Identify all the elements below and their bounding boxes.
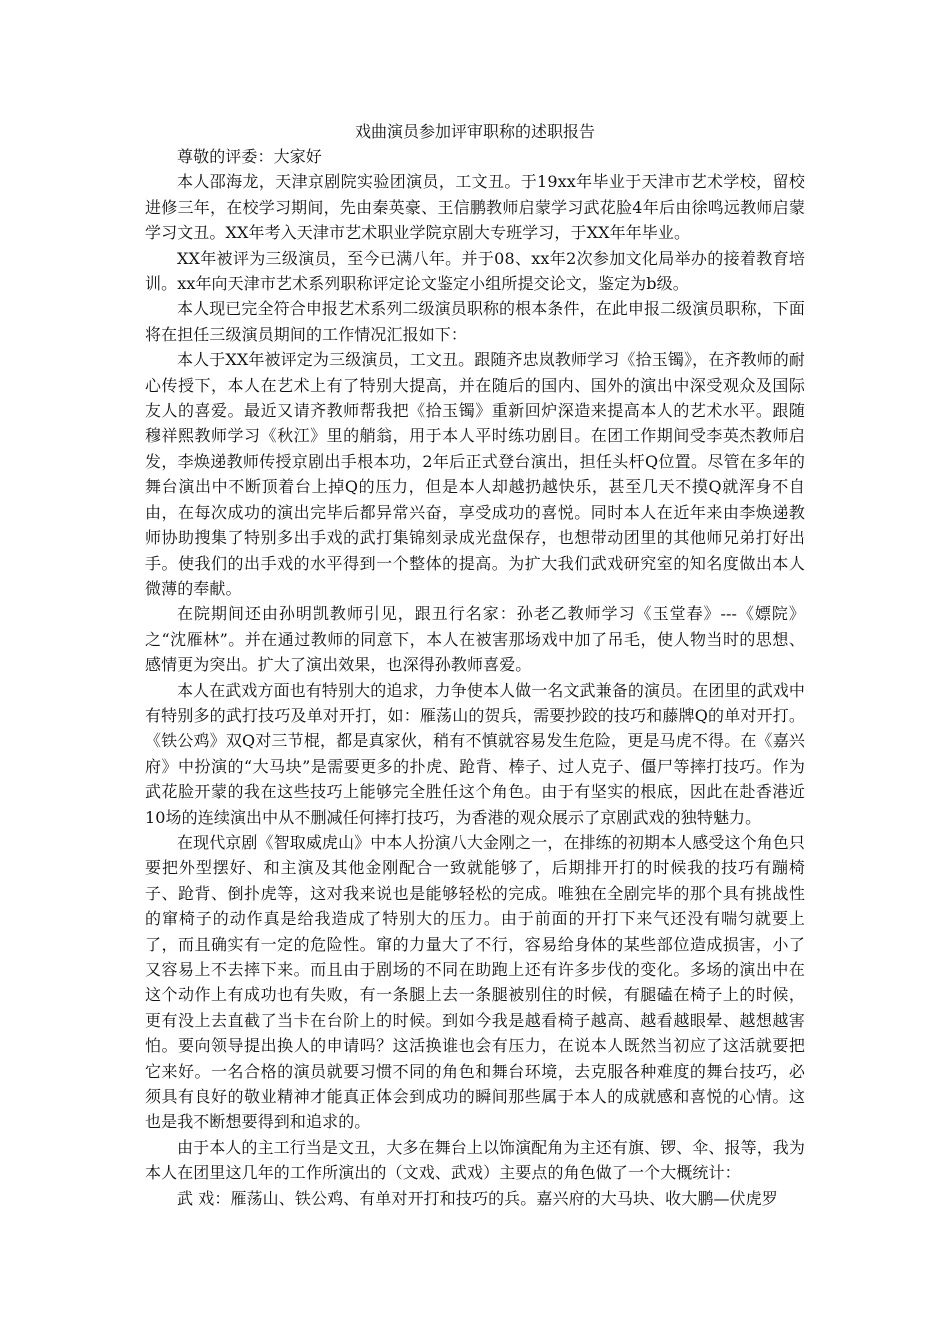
body-paragraph: 本人于XX年被评定为三级演员，工文丑。跟随齐忠岚教师学习《拾玉镯》，在齐教师的耐心传授下，本人在艺术上有了特别大提高，并在随后的国内、国外的演出中深受观众及国际友人的喜爱。最近又请齐教师帮我把《拾玉镯》重新回炉深造来提高本人的艺术水平。跟随穆祥熙教师学习《秋江》里的艄翁，用于本人平时练功剧目。在团工作期间受李英杰教师启发，李焕递教师传授京剧出手根本功，2年后正式登台演出，担任头杆Q位置。尽管在多年的舞台演出中不断顶着台上掉Q的压力，但是本人却越扔越快乐，甚至几天不摸Q就浑身不自由，在每次成功的演出完毕后都异常兴奋，享受成功的喜悦。同时本人在近年来由李焕递教师协助搜集了特别多出手戏的武打集锦刻录成光盘保存，也想带动团里的其他师兄弟打好出手。使我们的出手戏的水平得到一个整体的提高。为扩大我们武戏研究室的知名度做出本人微薄的奉献。 <box>145 350 805 598</box>
document-page <box>145 120 805 1211</box>
body-paragraph: 本人邵海龙，天津京剧院实验团演员，工文丑。于19xx年毕业于天津市艺术学校，留校进修三年，在校学习期间，先由秦英豪、王信鹏教师启蒙学习武花脸4年后由徐鸣远教师启蒙学习文丑。XX年考入天津市艺术职业学院京剧大专班学习，于XX年年毕业。 <box>145 172 805 243</box>
body-paragraph: 在院期间还由孙明凯教师引见，跟丑行名家：孙老乙教师学习《玉堂春》---《嫖院》之“沈雁林”。并在通过教师的同意下，本人在被害那场戏中加了吊毛，使人物当时的思想、感情更为突出。扩大了演出效果，也深得孙教师喜爱。 <box>145 604 805 675</box>
body-paragraph: 武 戏：雁荡山、铁公鸡、有单对开打和技巧的兵。嘉兴府的大马块、收大鹏—伏虎罗 <box>177 1188 778 1208</box>
body-paragraph: 由于本人的主工行当是文丑，大多在舞台上以饰演配角为主还有旗、锣、伞、报等，我为本人在团里这几年的工作所演出的（文戏、武戏）主要点的角色做了一个大概统计： <box>145 1137 805 1183</box>
body-paragraph: 在现代京剧《智取威虎山》中本人扮演八大金刚之一，在排练的初期本人感受这个角色只要把外型摆好、和主演及其他金刚配合一致就能够了，后期排开打的时候我的技巧有蹦椅子、跄背、倒扑虎等，这对我来说也是能够轻松的完成。唯独在全剧完毕的那个具有挑战性的窜椅子的动作真是给我造成了特别大的压力。由于前面的开打下来气还没有喘匀就要上了，而且确实有一定的危险性。窜的力量大了不行，容易给身体的某些部位造成损害，小了又容易上不去摔下来。而且由于剧场的不同在助跑上还有许多步伐的变化。多场的演出中在这个动作上有成功也有失败，有一条腿上去一条腿被别住的时候，有腿磕在椅子上的时候，更有没上去直截了当卡在台阶上的时候。到如今我是越看椅子越高、越看越眼晕、越想越害怕。要向领导提出换人的申请吗？这活换谁也会有压力，在说本人既然当初应了这活就要把它来好。一名合格的演员就要习惯不同的角色和舞台环境，去克服各种难度的舞台技巧，必须具有良好的敬业精神才能真正体会到成功的瞬间那些属于本人的成就感和喜悦的心情。这也是我不断想要得到和追求的。 <box>145 832 805 1132</box>
body-paragraph: 本人现已完全符合申报艺术系列二级演员职称的根本条件，在此申报二级演员职称，下面将在担任三级演员期间的工作情况汇报如下： <box>145 299 805 344</box>
body-paragraph: XX年被评为三级演员，至今已满八年。并于08、xx年2次参加文化局举办的接着教育培训。xx年向天津市艺术系列职称评定论文鉴定小组所提交论文，鉴定为b级。 <box>145 248 805 294</box>
body-paragraph: 本人在武戏方面也有特别大的追求，力争使本人做一名文武兼备的演员。在团里的武戏中有特别多的武打技巧及单对开打，如：雁荡山的贺兵，需要抄跤的技巧和藤牌Q的单对开打。《铁公鸡》双Q对三节棍，都是真家伙，稍有不慎就容易发生危险，更是马虎不得。在《嘉兴府》中扮演的“大马块”是需要更多的扑虎、跄背、棒子、过人克子、僵尸等摔打技巧。作为武花脸开蒙的我在这些技巧上能够完全胜任这个角色。由于有坚实的根底，因此在赴香港近10场的连续演出中从不删减任何摔打技巧，为香港的观众展示了京剧武戏的独特魅力。 <box>145 680 805 827</box>
salutation-paragraph: 尊敬的评委：大家好 <box>177 147 322 166</box>
document-title: 戏曲演员参加评审职称的述职报告 <box>354 122 595 141</box>
